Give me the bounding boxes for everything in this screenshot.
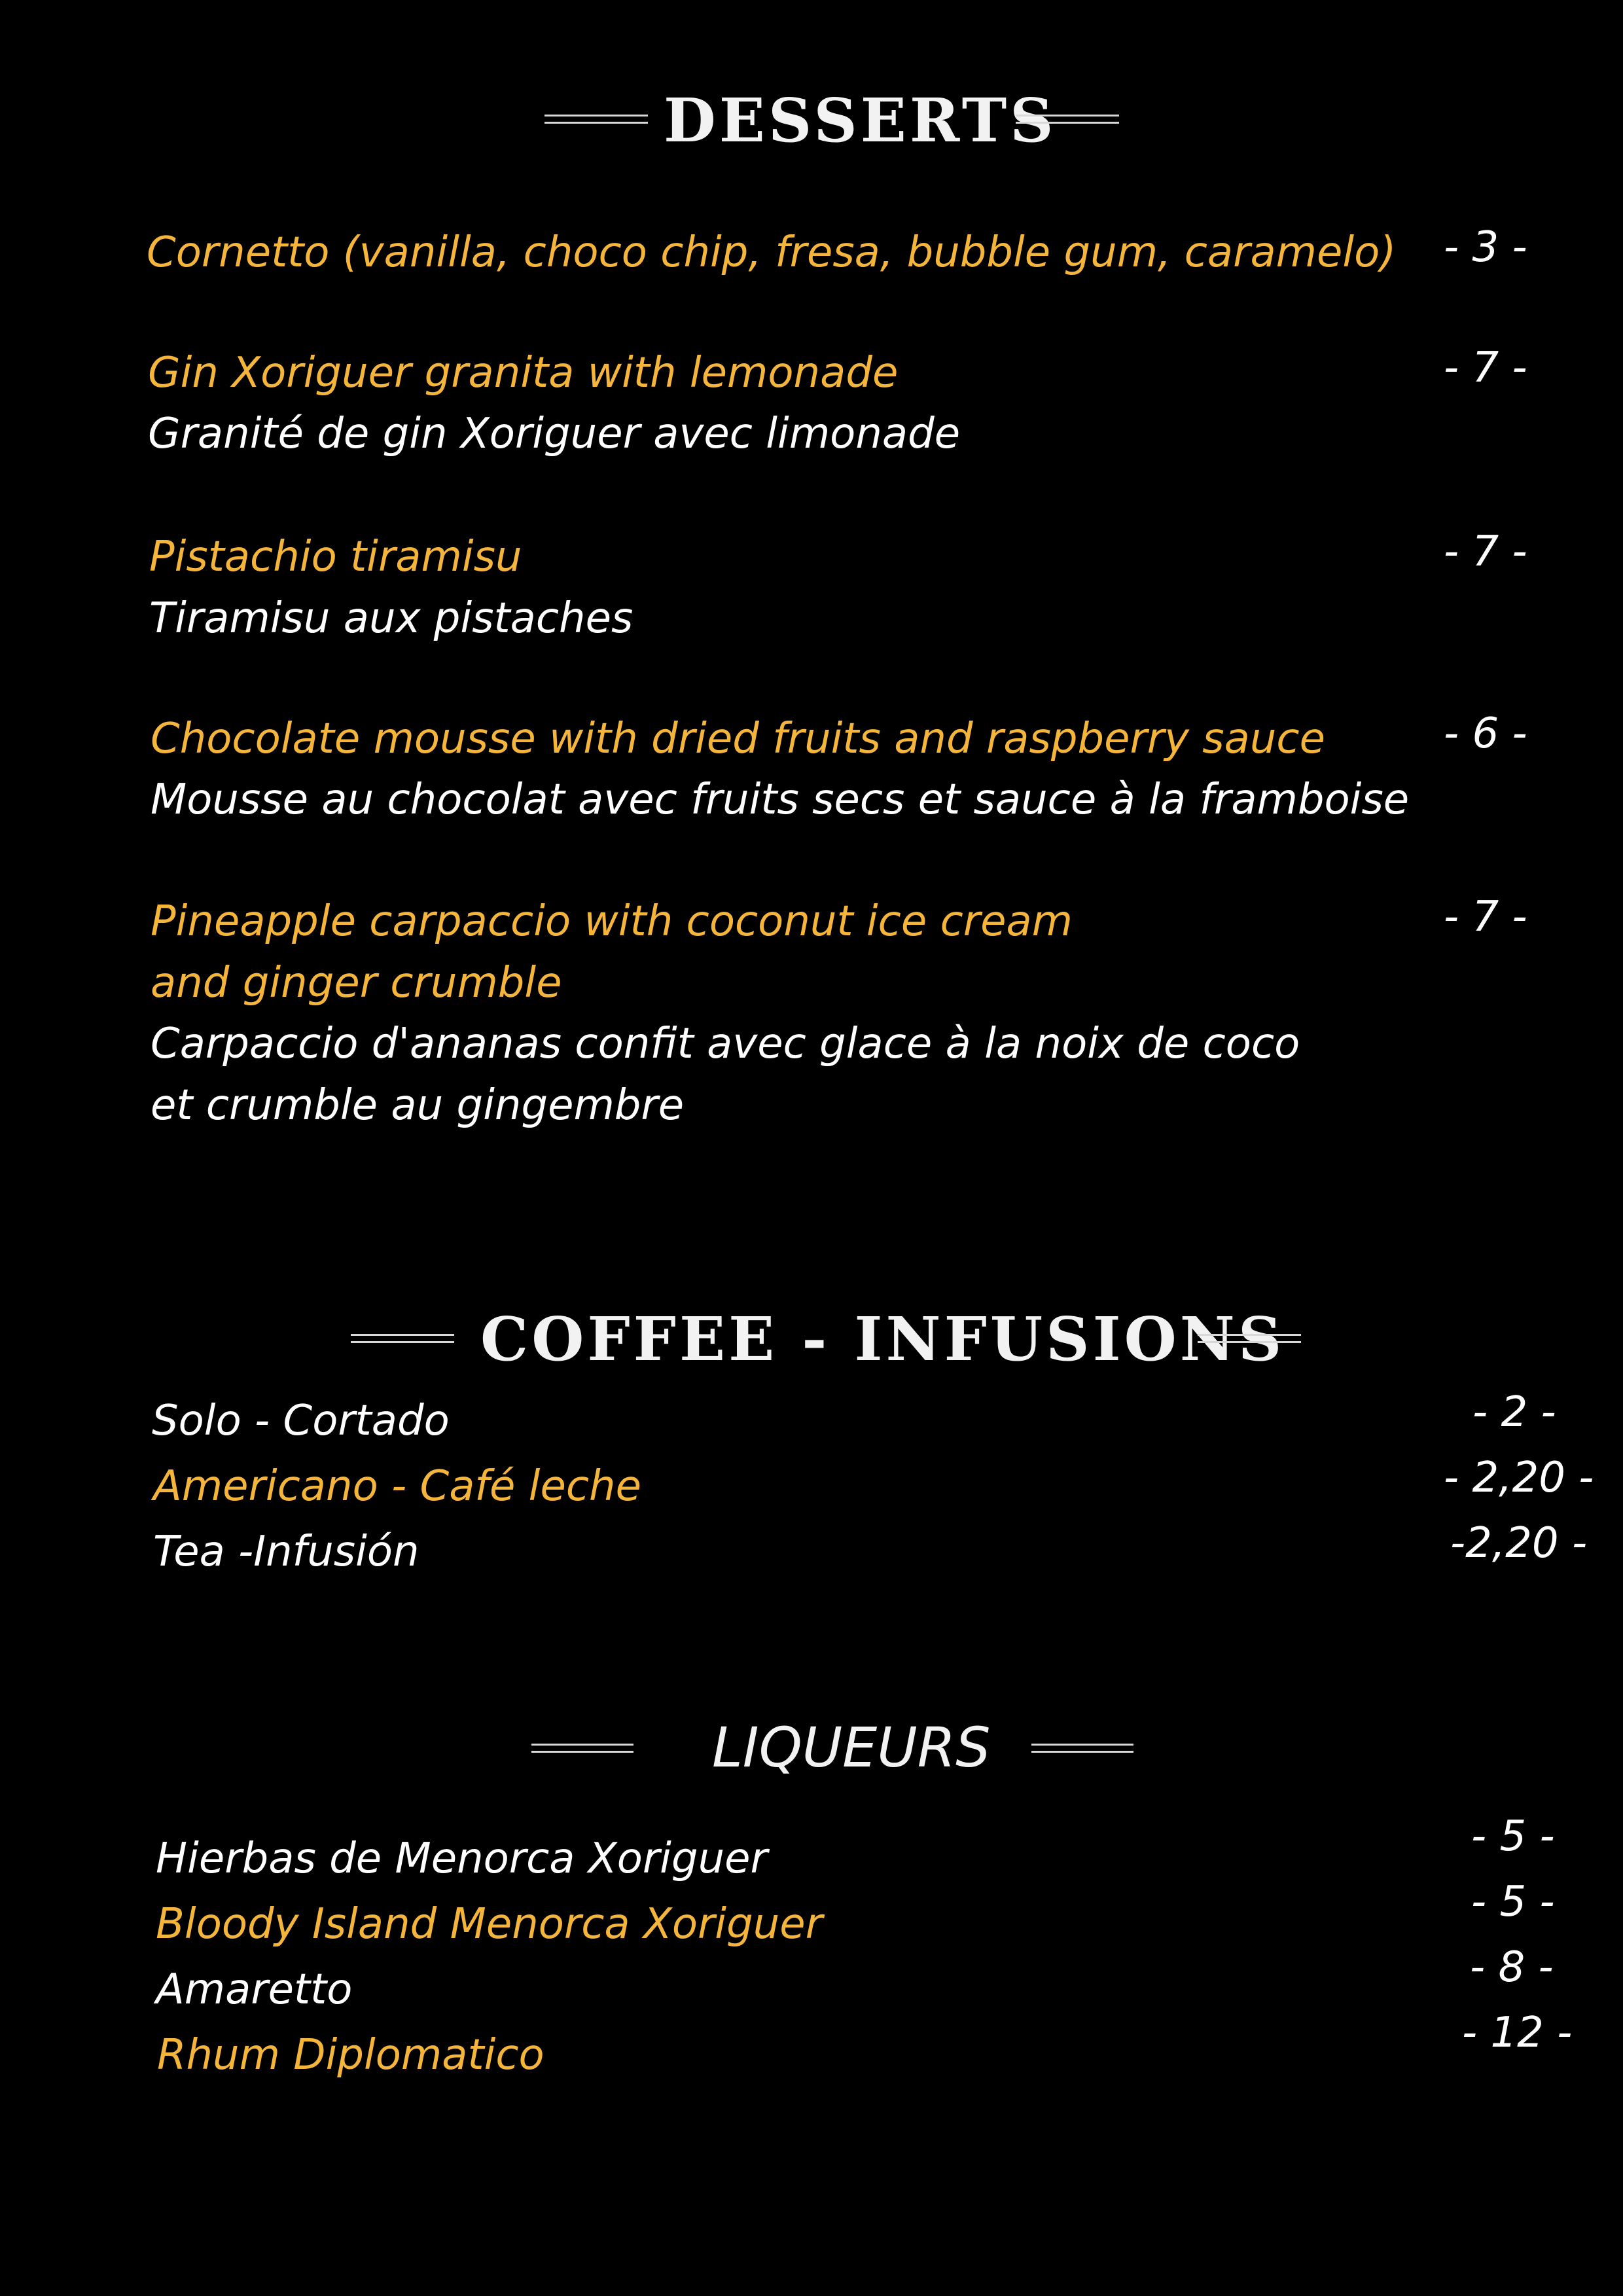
dessert-carpaccio-price: - 7 - [1444, 893, 1527, 941]
liqueur-item: Amaretto [156, 1965, 353, 2014]
dessert-tiramisu-fr: Tiramisu aux pistaches [149, 594, 633, 643]
dessert-mousse-price: - 6 - [1444, 709, 1527, 758]
dessert-tiramisu-en: Pistachio tiramisu [149, 533, 522, 581]
coffee-item-price: -2,20 - [1450, 1519, 1588, 1568]
section-title-coffee: COFFEE - INFUSIONS [480, 1304, 1285, 1374]
liqueur-item-price: - 5 - [1471, 1812, 1555, 1861]
liqueur-item-price: - 5 - [1471, 1878, 1555, 1926]
section-title-liqueurs: LIQUEURS [712, 1715, 991, 1780]
dessert-carpaccio-fr-line2: et crumble au gingembre [151, 1081, 685, 1130]
liqueur-item: Bloody Island Menorca Xoriguer [156, 1900, 823, 1948]
coffee-item-price: - 2,20 - [1444, 1454, 1594, 1502]
liqueur-item: Hierbas de Menorca Xoriguer [156, 1835, 768, 1883]
heading-rule-right [1198, 1334, 1301, 1343]
dessert-cornetto-price: - 3 - [1444, 223, 1527, 272]
dessert-mousse-en: Chocolate mousse with dried fruits and raspberry sauce [151, 715, 1325, 763]
coffee-item: Americano - Café leche [153, 1462, 641, 1511]
heading-rule-right [1016, 115, 1119, 124]
liqueur-item-price: - 8 - [1470, 1943, 1554, 1992]
dessert-granita-price: - 7 - [1444, 344, 1527, 392]
dessert-carpaccio-en-line2: and ginger crumble [151, 959, 562, 1007]
heading-rule-left [351, 1334, 454, 1343]
dessert-carpaccio-fr-line1: Carpaccio d'ananas confit avec glace à la noix de coco [151, 1020, 1300, 1068]
section-title-desserts: DESSERTS [664, 85, 1057, 156]
dessert-granita-en: Gin Xoriguer granita with lemonade [148, 349, 899, 397]
heading-rule-left [544, 115, 648, 124]
liqueur-item-price: - 12 - [1462, 2009, 1573, 2057]
dessert-carpaccio-en-line1: Pineapple carpaccio with coconut ice cream [151, 897, 1073, 946]
dessert-granita-fr: Granité de gin Xoriguer avec limonade [148, 410, 961, 458]
coffee-item: Tea -Infusión [153, 1528, 419, 1576]
coffee-item-price: - 2 - [1472, 1388, 1556, 1437]
dessert-cornetto-en: Cornetto (vanilla, choco chip, fresa, bubble gum, caramelo) [147, 228, 1397, 277]
liqueur-item: Rhum Diplomatico [157, 2031, 544, 2079]
heading-rule-left [531, 1744, 633, 1753]
coffee-item: Solo - Cortado [152, 1397, 450, 1445]
heading-rule-right [1031, 1744, 1133, 1753]
dessert-mousse-fr: Mousse au chocolat avec fruits secs et sauce à la framboise [151, 776, 1410, 824]
dessert-tiramisu-price: - 7 - [1444, 528, 1527, 576]
